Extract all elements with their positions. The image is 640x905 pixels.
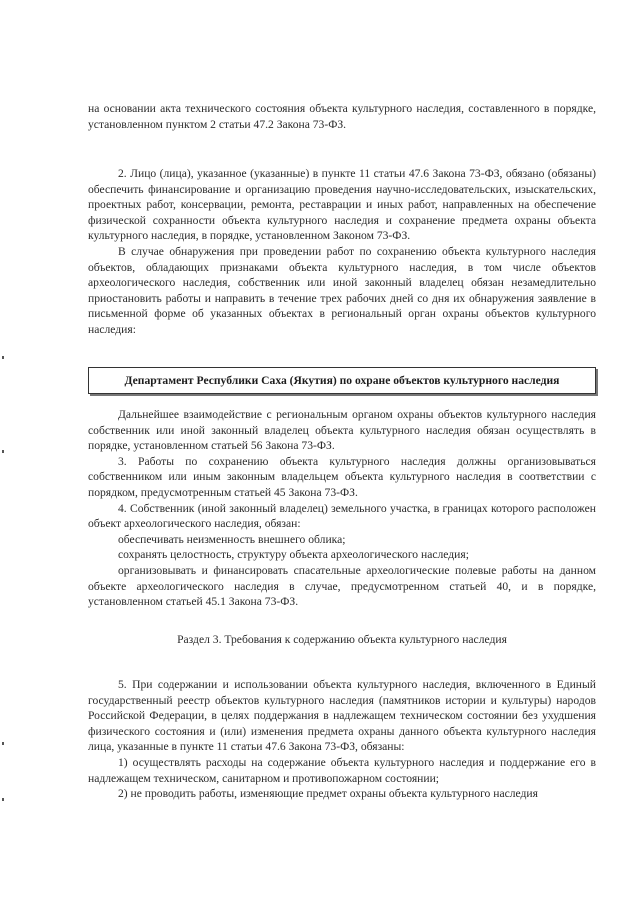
clause-5-item: 1) осуществлять расходы на содержание объекта культурного наследия и поддержание его в надлежащем техническом, санитарном и противопожарном состоянии; xyxy=(88,755,596,785)
section-3-heading: Раздел 3. Требования к содержанию объекта культурного наследия xyxy=(177,633,507,646)
scan-mark xyxy=(2,450,4,453)
clause-2-discovery-paragraph: В случае обнаружения при проведении работ по сохранению объекта культурного наследия объектов, обладающих признаками объекта культурного наследия, в том числе объектов археологического наследия, собственник или иной законный владелец обязан незамедлительно приостановить работы и направить в течение трех рабочих дней со дня их обнаружения заявление в письменной форме об указанных объектах в региональный орган охраны объектов культурного наследия: xyxy=(88,244,596,336)
clause-3-paragraph: 3. Работы по сохранению объекта культурного наследия должны организовываться собственником или иным законным владельцем объекта культурного наследия в соответствии с порядком, предусмотренным статьей 45 Закона 73-ФЗ. xyxy=(88,454,596,499)
scan-mark xyxy=(2,742,4,745)
clause-2-paragraph: 2. Лицо (лица), указанное (указанные) в пункте 11 статьи 47.6 Закона 73-ФЗ, обязано (обязаны) обеспечить финансирование и организацию проведения научно-исследовательских, изыскательских, проектных работ, консервации, ремонта, реставрации и иных работ, направленных на обеспечение физической сохранности объекта культурного наследия и сохранение предмета охраны объекта культурного наследия, в порядке, установленном Законом 73-ФЗ. xyxy=(88,167,596,243)
clause-4-item: обеспечивать неизменность внешнего облика; xyxy=(118,532,346,546)
department-box xyxy=(88,367,596,394)
intro-block xyxy=(88,101,596,132)
interaction-paragraph: Дальнейшее взаимодействие с региональным органом охраны объектов культурного наследия собственник или иной законный владелец объекта культурного наследия обязан осуществлять в порядке, установленном статьей 56 Закона 73-ФЗ. xyxy=(88,408,596,453)
clause-4-paragraph: 4. Собственник (иной законный владелец) земельного участка, в границах которого расположен объект археологического наследия, обязан: xyxy=(88,501,596,531)
scan-mark xyxy=(2,356,4,359)
scan-mark xyxy=(2,798,4,801)
clause-5-block xyxy=(88,677,596,802)
department-name: Департамент Республики Саха (Якутия) по охране объектов культурного наследия xyxy=(124,374,560,387)
clause-5-item: 2) не проводить работы, изменяющие предмет охраны объекта культурного наследия xyxy=(118,787,538,801)
clause-4-item: организовывать и финансировать спасательные археологические полевые работы на данном объекте археологического наследия в случае, предусмотренном статьей 40, и в порядке, установленном статьей 45.1 Закона 73-ФЗ. xyxy=(88,563,596,609)
clause-4-item: сохранять целостность, структуру объекта археологического наследия; xyxy=(118,548,469,562)
clauses-3-4-block xyxy=(88,407,596,610)
intro-paragraph: на основании акта технического состояния объекта культурного наследия, составленного в порядке, установленном пунктом 2 статьи 47.2 Закона 73-ФЗ. xyxy=(88,102,596,131)
clause-2-block xyxy=(88,166,596,338)
clause-5-paragraph: 5. При содержании и использовании объекта культурного наследия, включенного в Единый государственный реестр объектов культурного наследия (памятников истории и культуры) народов Российской Федерации, в целях поддержания в надлежащем техническом состоянии без ухудшения физического состояния и (или) изменения предмета охраны данного объекта культурного наследия лица, указанные в пункте 11 статьи 47.6 Закона 73-ФЗ, обязаны: xyxy=(88,678,596,754)
